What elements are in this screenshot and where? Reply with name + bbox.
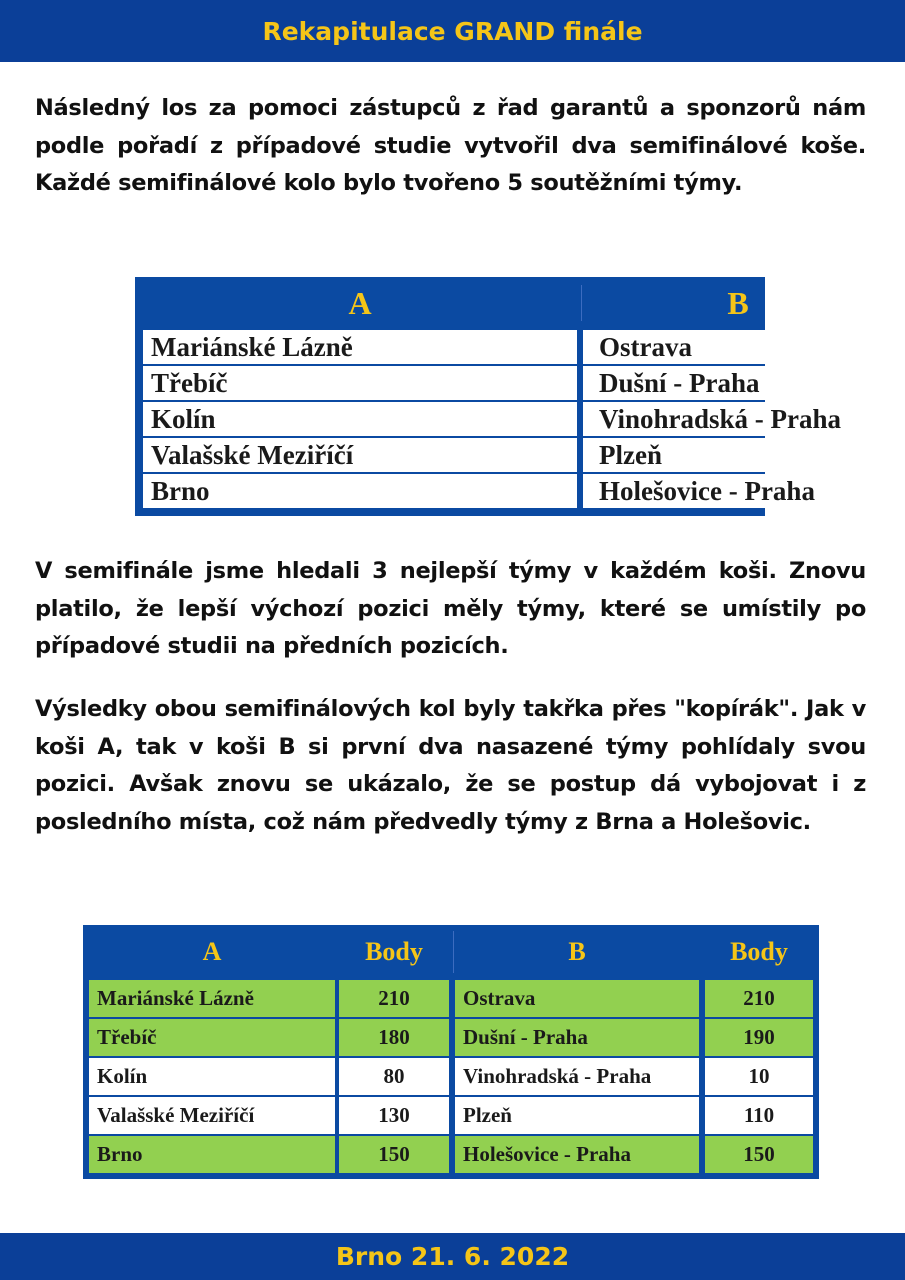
- draw-table-cell: Dušní - Praha: [583, 366, 893, 400]
- results-header-b: B: [568, 937, 586, 966]
- header-divider: [453, 931, 454, 973]
- draw-table-cell: Třebíč: [143, 366, 577, 400]
- draw-table-cell: Mariánské Lázně: [143, 330, 577, 364]
- results-team-a: Třebíč: [89, 1019, 335, 1056]
- header-bar: [0, 0, 905, 62]
- results-points-a: 150: [339, 1136, 449, 1173]
- results-team-a: Kolín: [89, 1058, 335, 1095]
- draw-table-cell: Ostrava: [583, 330, 893, 364]
- results-paragraph: Výsledky obou semifinálových kol byly takřka přes "kopírák". Jak v koši A, tak v koši B si první dva nasazené týmy pohlídaly svou pozici. Avšak znovu se ukázalo, že se postup dá vybojovat i z posledního místa, což nám předvedly týmy z Brna a Holešovic.: [35, 696, 866, 835]
- results-team-b: Vinohradská - Praha: [455, 1058, 699, 1095]
- draw-table-cell: Kolín: [143, 402, 577, 436]
- results-points-b: 10: [705, 1058, 813, 1095]
- results-team-a: Mariánské Lázně: [89, 980, 335, 1017]
- results-points-a: 80: [339, 1058, 449, 1095]
- header-divider: [581, 285, 582, 321]
- results-team-b: Dušní - Praha: [455, 1019, 699, 1056]
- results-team-b: Ostrava: [455, 980, 699, 1017]
- results-points-b: 110: [705, 1097, 813, 1134]
- results-header-points-b: Body: [730, 937, 788, 966]
- semifinal-paragraph: V semifinále jsme hledali 3 nejlepší týmy v každém koši. Znovu platilo, že lepší výchozí pozici měly týmy, které se umístily po případové studii na předních pozicích.: [35, 558, 866, 659]
- draw-table-cell: Vinohradská - Praha: [583, 402, 893, 436]
- page-title: Rekapitulace GRAND finále: [262, 16, 643, 46]
- draw-table-cell: Valašské Meziříčí: [143, 438, 577, 472]
- intro-paragraph: Následný los za pomoci zástupců z řad garantů a sponzorů nám podle pořadí z případové studie vytvořil dva semifinálové koše. Každé semifinálové kolo bylo tvořeno 5 soutěžními týmy.: [35, 95, 866, 196]
- results-header-a: A: [202, 937, 222, 966]
- draw-table-cell: Holešovice - Praha: [583, 474, 893, 508]
- draw-table-cell: Plzeň: [583, 438, 893, 472]
- draw-table: [135, 277, 842, 516]
- draw-table-header-b: B: [727, 284, 749, 321]
- results-points-a: 210: [339, 980, 449, 1017]
- footer-bar: [0, 1233, 905, 1280]
- results-points-a: 180: [339, 1019, 449, 1056]
- draw-table-header-a: A: [348, 284, 372, 321]
- results-team-a: Brno: [89, 1136, 335, 1173]
- results-team-a: Valašské Meziříčí: [89, 1097, 335, 1134]
- results-team-b: Holešovice - Praha: [455, 1136, 699, 1173]
- results-points-b: 190: [705, 1019, 813, 1056]
- footer-date: Brno 21. 6. 2022: [335, 1242, 570, 1271]
- results-points-b: 150: [705, 1136, 813, 1173]
- results-points-a: 130: [339, 1097, 449, 1134]
- results-header-points-a: Body: [365, 937, 423, 966]
- results-table: [83, 925, 819, 1179]
- results-points-b: 210: [705, 980, 813, 1017]
- results-team-b: Plzeň: [455, 1097, 699, 1134]
- draw-table-cell: Brno: [143, 474, 577, 508]
